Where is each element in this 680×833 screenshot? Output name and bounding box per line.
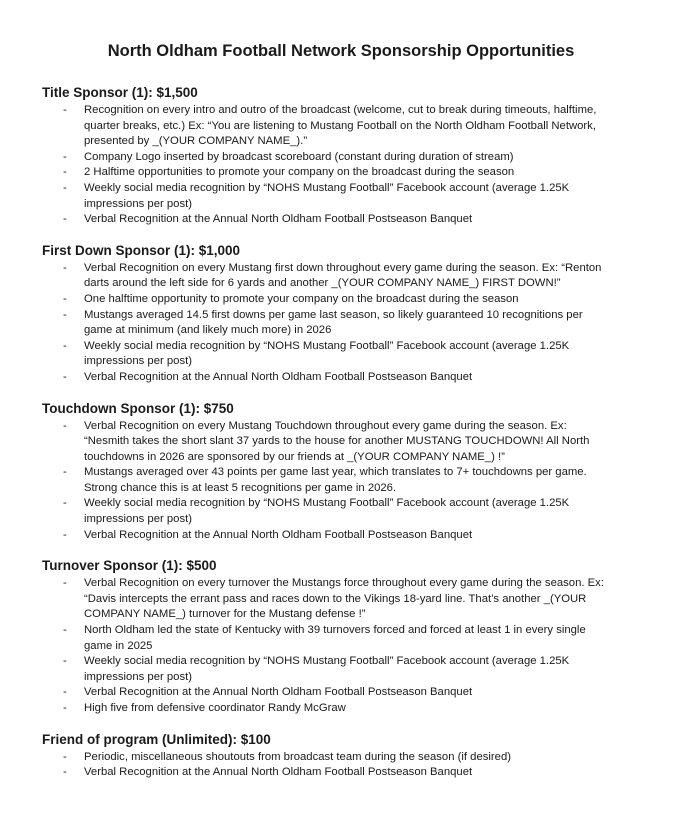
benefit-list: [42, 419, 640, 544]
section-heading: Turnover Sponsor (1): $500: [42, 558, 217, 574]
bullet-dash: -: [63, 766, 67, 779]
bullet-dash: -: [63, 466, 67, 479]
list-item: [42, 496, 640, 527]
bullet-dash: -: [63, 261, 67, 274]
list-item-text: North Oldham led the state of Kentucky with 39 turnovers forced and forced at least 1 in every single game in 2025: [84, 624, 586, 652]
list-item: [42, 419, 640, 466]
bullet-dash: -: [63, 528, 67, 541]
list-item: [42, 292, 640, 308]
list-item: [42, 701, 640, 717]
list-item-text: Periodic, miscellaneous shoutouts from broadcast team during the season (if desired): [84, 750, 511, 763]
list-item: [42, 181, 640, 212]
bullet-dash: -: [63, 686, 67, 699]
bullet-dash: -: [63, 166, 67, 179]
list-item-text: Weekly social media recognition by “NOHS Mustang Football” Facebook account (average 1.25K impressions per post): [84, 497, 570, 526]
list-item-text: Weekly social media recognition by “NOHS Mustang Football” Facebook account (average 1.25K impressions per post): [84, 339, 570, 368]
list-item: [42, 261, 640, 292]
list-item: [42, 370, 640, 386]
list-item: [42, 465, 640, 496]
page-title: North Oldham Football Network Sponsorship Opportunities: [107, 42, 575, 60]
list-item-text: Weekly social media recognition by “NOHS Mustang Football” Facebook account (average 1.25K impressions per post): [84, 655, 570, 683]
sponsor-section: [42, 400, 640, 544]
list-item-text: Verbal Recognition at the Annual North Oldham Football Postseason Banquet: [84, 766, 473, 779]
bullet-dash: -: [63, 213, 67, 226]
bullet-dash: -: [63, 577, 67, 590]
section-heading: Touchdown Sponsor (1): $750: [42, 400, 234, 416]
list-item: [42, 150, 640, 166]
sponsor-section: [42, 731, 640, 781]
bullet-dash: -: [63, 419, 67, 432]
list-item-text: Verbal Recognition on every Mustang Touchdown throughout every game during the season. Ex: “Nesmith takes the short slant 37 yards to the house for another MUSTANG TOUCHDOWN! All North touchdowns in 2026 are sponsored by our friends at _(YOUR COMPANY NAME_) !”: [84, 419, 590, 463]
section-heading: First Down Sponsor (1): $1,000: [42, 242, 241, 258]
bullet-dash: -: [63, 308, 67, 321]
list-item-text: Weekly social media recognition by “NOHS Mustang Football” Facebook account (average 1.25K impressions per post): [84, 181, 570, 210]
benefit-list: [42, 261, 640, 386]
sponsor-section: [42, 84, 640, 228]
list-item: [42, 623, 640, 654]
bullet-dash: -: [63, 370, 67, 383]
list-item: [42, 165, 640, 181]
section-heading: Friend of program (Unlimited): $100: [42, 731, 271, 747]
list-item-text: Verbal Recognition on every turnover the Mustangs force throughout every game during the season. Ex: “Davis intercepts the errant pass and races down to the Vikings 18-yard line. That’s another _(YOUR COMPANY NAME_) turnover for the Mustang defense !”: [84, 577, 604, 621]
list-item: [42, 339, 640, 370]
benefit-list: [42, 750, 640, 781]
bullet-dash: -: [63, 750, 67, 763]
list-item: [42, 750, 640, 766]
list-item: [42, 685, 640, 701]
benefit-list: [42, 103, 640, 228]
list-item: [42, 654, 640, 685]
list-item: [42, 528, 640, 544]
list-item-text: Verbal Recognition at the Annual North Oldham Football Postseason Banquet: [84, 528, 473, 541]
list-item-text: High five from defensive coordinator Randy McGraw: [84, 702, 346, 714]
sponsor-section: [42, 557, 640, 716]
bullet-dash: -: [63, 702, 67, 714]
bullet-dash: -: [63, 655, 67, 668]
bullet-dash: -: [63, 339, 67, 352]
section-heading: Title Sponsor (1): $1,500: [42, 85, 198, 100]
list-item-text: Verbal Recognition at the Annual North Oldham Football Postseason Banquet: [84, 370, 473, 383]
bullet-dash: -: [63, 292, 67, 305]
list-item-text: Verbal Recognition on every Mustang first down throughout every game during the season. Ex: “Renton darts around the left side for 6 yards and another _(YOUR COMPANY NAME_) FIRST DOWN!”: [84, 261, 602, 290]
list-item-text: One halftime opportunity to promote your company on the broadcast during the season: [84, 292, 519, 305]
list-item-text: 2 Halftime opportunities to promote your company on the broadcast during the season: [84, 166, 515, 179]
list-item: [42, 103, 640, 150]
sections-container: [42, 84, 640, 781]
benefit-list: [42, 576, 640, 716]
bullet-dash: -: [63, 497, 67, 510]
list-item-text: Mustangs averaged 14.5 first downs per game last season, so likely guaranteed 10 recognitions per game at minimum (and likely much more) in 2026: [84, 308, 583, 337]
list-item-text: Mustangs averaged over 43 points per game last year, which translates to 7+ touchdowns per game. Strong chance this is at least 5 recognitions per game in 2026.: [84, 466, 587, 494]
bullet-dash: -: [63, 104, 67, 116]
bullet-dash: -: [63, 181, 67, 194]
list-item: [42, 308, 640, 339]
list-item-text: Company Logo inserted by broadcast scoreboard (constant during duration of stream): [84, 150, 514, 163]
bullet-dash: -: [63, 150, 67, 163]
list-item-text: Verbal Recognition at the Annual North Oldham Football Postseason Banquet: [84, 686, 473, 699]
list-item: [42, 576, 640, 623]
bullet-dash: -: [63, 624, 67, 637]
sponsor-section: [42, 242, 640, 386]
list-item: [42, 212, 640, 228]
list-item-text: Verbal Recognition at the Annual North Oldham Football Postseason Banquet: [84, 213, 473, 226]
list-item-text: Recognition on every intro and outro of the broadcast (welcome, cut to break during timeouts, halftime, quarter breaks, etc.) Ex: “You are listening to Mustang Football on the North Oldham Football Network, presented by _(YOUR COMPANY NAME_).”: [84, 104, 597, 148]
list-item: [42, 765, 640, 781]
